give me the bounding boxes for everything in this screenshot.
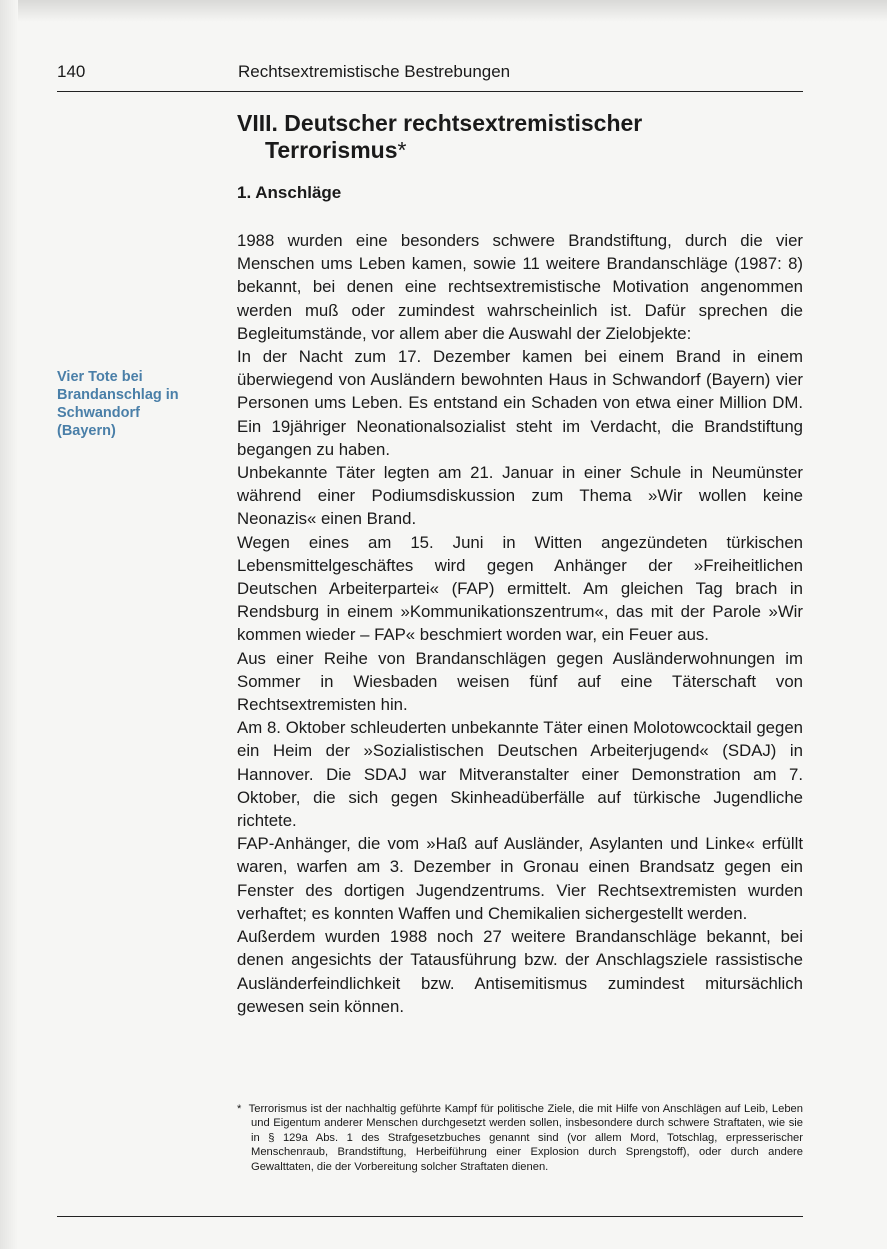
paragraph: Am 8. Oktober schleuderten unbekannte Täter einen Molotowcocktail gegen ein Heim der »Sozialistischen Deutschen Arbeiterjugend« (SDAJ) in Hannover. Die SDAJ war Mitveranstalter einer Demonstration am 7. Oktober, die sich gegen Skinheadüberfälle auf türkische Jugendliche richtete.	[237, 718, 803, 831]
paragraph: Außerdem wurden 1988 noch 27 weitere Brandanschläge bekannt, bei denen angesichts der Tatausführung bzw. der Anschlagsziele rassistische Ausländerfeindlichkeit bzw. Antisemitismus zumindest mitursächlich gewesen sein können.	[237, 927, 803, 1016]
scan-top-shadow	[0, 0, 887, 22]
paragraph: In der Nacht zum 17. Dezember kamen bei einem Brand in einem überwiegend von Ausländern bewohnten Haus in Schwandorf (Bayern) vier Personen ums Leben. Es entstand ein Schaden von etwa einer Million DM. Ein 19jähriger Neonationalsozialist steht im Verdacht, die Brandstiftung begangen zu haben.	[237, 347, 803, 459]
running-title: Rechtsextremistische Bestrebungen	[238, 62, 511, 81]
chapter-title-line2: Terrorismus	[265, 137, 398, 163]
chapter-title-line1: VIII. Deutscher rechtsextremistischer	[237, 110, 643, 136]
body-text	[237, 229, 803, 1018]
paragraph: Wegen eines am 15. Juni in Witten angezündeten türkischen Lebensmittelgeschäftes wird gegen Anhänger der »Freiheitlichen Deutschen Arbeiterpartei« (FAP) ermittelt. Am gleichen Tag brach in Rendsburg in einem »Kommunikationszentrum«, das mit der Parole »Wir kommen wieder – FAP« beschmiert worden war, ein Feuer aus.	[237, 532, 803, 645]
header-rule	[57, 91, 803, 92]
margin-note	[57, 368, 217, 440]
paragraph: Unbekannte Täter legten am 21. Januar in einer Schule in Neumünster während einer Podiumsdiskussion zum Thema »Wir wollen keine Neonazis« einen Brand.	[237, 463, 803, 529]
margin-note-line: (Bayern)	[57, 423, 116, 439]
footer-rule	[57, 1216, 803, 1217]
chapter-title-line2-wrap	[237, 137, 797, 164]
footnote-marker: *	[237, 1103, 242, 1115]
paragraph: FAP-Anhänger, die vom »Haß auf Ausländer, Asylanten und Linke« erfüllt waren, warfen am 3. Dezember in Gronau einen Brandsatz gegen ein Fenster des dortigen Jugendzentrums. Vier Rechtsextremisten wurden verhaftet; es konnten Waffen und Chemikalien sichergestellt werden.	[237, 834, 803, 923]
section-heading: 1. Anschläge	[237, 183, 342, 202]
footnote	[237, 1102, 803, 1174]
footnote-reference-marker: *	[397, 137, 407, 163]
margin-note-line: Schwandorf	[57, 405, 140, 421]
margin-note-line: Brandanschlag in	[57, 387, 179, 403]
paragraph: Aus einer Reihe von Brandanschlägen gegen Ausländerwohnungen im Sommer in Wiesbaden weisen fünf auf eine Täterschaft von Rechtsextremisten hin.	[237, 648, 803, 715]
page-number: 140	[57, 62, 86, 81]
scan-left-shadow	[0, 0, 18, 1249]
paragraph: 1988 wurden eine besonders schwere Brandstiftung, durch die vier Menschen ums Leben kamen, sowie 11 weitere Brandanschläge (1987: 8) bekannt, bei denen eine rechtsextremistische Motivation angenommen werden muß oder zumindest wahrscheinlich ist. Dafür sprechen die Begleitumstände, vor allem aber die Auswahl der Zielobjekte:	[237, 231, 803, 343]
footnote-text: Terrorismus ist der nachhaltig geführte Kampf für politische Ziele, die mit Hilfe von Anschlägen auf Leib, Leben und Eigentum anderer Menschen durchgesetzt werden sollen, insbesondere durch schwere Straftaten, wie sie in § 129a Abs. 1 des Strafgesetzbuches genannt sind (vor allem Mord, Totschlag, erpresserischer Menschenraub, Brandstiftung, Herbeiführung einer Explosion durch Sprengstoff), oder durch andere Gewalttaten, die der Vorbereitung solcher Straftaten dienen.	[248, 1103, 803, 1173]
margin-note-line: Vier Tote bei	[57, 369, 143, 385]
chapter-title	[237, 110, 797, 164]
